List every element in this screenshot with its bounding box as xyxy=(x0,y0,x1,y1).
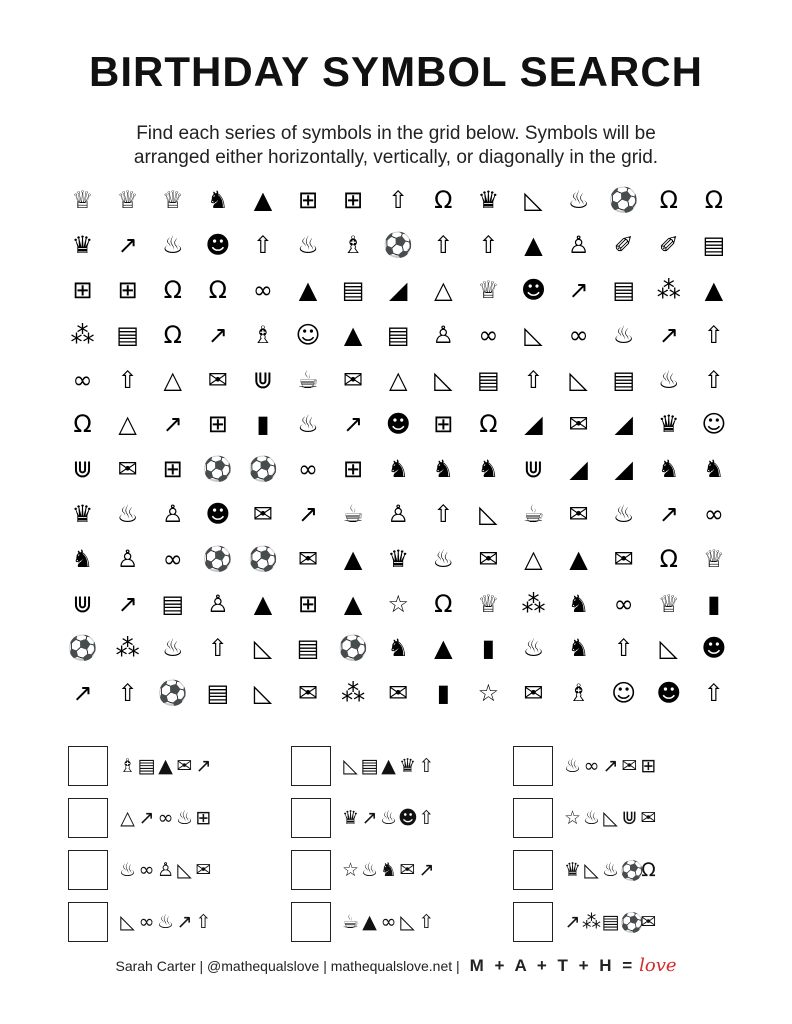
rocket-icon[interactable]: ⇧ xyxy=(703,320,724,349)
blower-icon: ↗ xyxy=(418,859,435,881)
card-icon[interactable]: ✉ xyxy=(388,679,409,708)
ball-icon[interactable]: ⚽ xyxy=(67,634,98,663)
blower-icon[interactable]: ↗ xyxy=(568,275,589,304)
blower-icon: ↗ xyxy=(138,807,155,829)
banner-icon: ⋓ xyxy=(621,807,638,829)
card-icon[interactable]: ✉ xyxy=(613,544,634,573)
blower-icon[interactable]: ↗ xyxy=(117,231,138,260)
gift-icon[interactable]: ⊞ xyxy=(117,275,138,304)
answer-checkbox[interactable] xyxy=(68,746,108,786)
hbd-icon[interactable]: ▤ xyxy=(386,320,410,349)
card-icon[interactable]: ✉ xyxy=(297,679,319,708)
hat-icon[interactable]: ▲ xyxy=(343,589,363,618)
boycake-icon: ☻ xyxy=(398,807,418,829)
hbd-icon: ▤ xyxy=(137,755,156,777)
ball-icon[interactable]: ⚽ xyxy=(247,544,278,573)
dothat-icon[interactable]: △ xyxy=(524,544,543,573)
banner-icon[interactable]: ⋓ xyxy=(72,455,93,484)
pizza-icon: ◺ xyxy=(343,755,358,777)
cake-icon: ♨ xyxy=(360,859,379,881)
headphones-icon: Ω xyxy=(641,859,656,881)
answer-checkbox[interactable] xyxy=(291,746,331,786)
mask-icon[interactable]: ∞ xyxy=(568,320,589,349)
mask-icon: ∞ xyxy=(380,911,397,933)
hbd-icon[interactable]: ▤ xyxy=(612,275,636,304)
ball-icon[interactable]: ⚽ xyxy=(247,455,278,484)
popper-icon[interactable]: ⁂ xyxy=(70,320,95,349)
gift-icon: ⊞ xyxy=(640,755,657,777)
pinata-icon[interactable]: ♞ xyxy=(71,544,94,573)
hbd-icon[interactable]: ▤ xyxy=(341,275,365,304)
card-icon[interactable]: ✉ xyxy=(117,455,138,484)
pizza-icon[interactable]: ◺ xyxy=(253,679,273,708)
card-icon[interactable]: ✉ xyxy=(523,679,544,708)
headphones-icon[interactable]: Ω xyxy=(659,544,678,573)
boyhat-icon[interactable]: ☺ xyxy=(611,679,637,708)
clue-item xyxy=(291,896,513,948)
headphones-icon[interactable]: Ω xyxy=(163,320,182,349)
ball-icon[interactable]: ⚽ xyxy=(338,634,369,663)
card-icon[interactable]: ✉ xyxy=(207,365,228,394)
girl-icon[interactable]: ♕ xyxy=(477,275,500,304)
hbd-icon[interactable]: ▤ xyxy=(206,679,230,708)
gift-icon[interactable]: ⊞ xyxy=(207,410,228,439)
pinata-icon[interactable]: ♞ xyxy=(387,634,409,663)
clue-item xyxy=(68,844,291,896)
balloon-icon: ☆ xyxy=(563,807,582,829)
crown-icon[interactable]: ♛ xyxy=(658,410,680,439)
dothat-icon[interactable]: △ xyxy=(163,365,182,394)
card-icon[interactable]: ✉ xyxy=(343,365,364,394)
card-icon: ✉ xyxy=(399,859,416,881)
boycake-icon[interactable]: ☻ xyxy=(205,499,231,528)
popsicle-icon[interactable]: ▮ xyxy=(481,634,495,663)
rocket-icon[interactable]: ⇧ xyxy=(613,634,634,663)
mask-icon[interactable]: ∞ xyxy=(252,275,273,304)
cake-icon[interactable]: ♨ xyxy=(567,186,590,215)
sailor-icon[interactable]: ♙ xyxy=(567,231,590,260)
logo-love: love xyxy=(639,955,677,976)
girl-icon[interactable]: ♕ xyxy=(703,544,725,573)
rocket-icon[interactable]: ⇧ xyxy=(703,679,724,708)
cup-icon[interactable]: ☕ xyxy=(297,365,319,394)
ball-icon[interactable]: ⚽ xyxy=(608,186,639,215)
pizza-icon[interactable]: ◺ xyxy=(569,365,588,394)
hbd-icon[interactable]: ▤ xyxy=(702,231,726,260)
cake-icon[interactable]: ♨ xyxy=(297,231,319,260)
ball-icon[interactable]: ⚽ xyxy=(202,455,233,484)
crown-icon: ♛ xyxy=(563,859,582,881)
rocket-icon: ⇧ xyxy=(195,911,212,933)
page-title: BIRTHDAY SYMBOL SEARCH xyxy=(89,48,703,95)
blower-icon: ↗ xyxy=(195,755,212,777)
sailor-icon[interactable]: ♙ xyxy=(207,589,229,618)
hat-icon[interactable]: ▲ xyxy=(704,275,724,304)
mask-icon: ∞ xyxy=(157,807,174,829)
answer-checkbox[interactable] xyxy=(291,798,331,838)
rocket-icon[interactable]: ⇧ xyxy=(523,365,544,394)
ball-icon[interactable]: ⚽ xyxy=(202,544,233,573)
mask-icon[interactable]: ∞ xyxy=(72,365,93,394)
boycake-icon[interactable]: ☻ xyxy=(520,275,546,304)
girl-icon[interactable]: ♕ xyxy=(71,186,94,215)
hat-icon[interactable]: ▲ xyxy=(343,544,363,573)
pinata-icon[interactable]: ♞ xyxy=(207,186,229,215)
clue-item xyxy=(291,792,513,844)
card-icon[interactable]: ✉ xyxy=(297,544,319,573)
pizza-icon[interactable]: ◺ xyxy=(434,365,453,394)
blower-icon[interactable]: ↗ xyxy=(72,679,93,708)
rocket-icon[interactable]: ⇧ xyxy=(433,231,454,260)
clue-item xyxy=(513,740,735,792)
pizza-icon: ◺ xyxy=(120,911,135,933)
cake-icon[interactable]: ♨ xyxy=(612,320,635,349)
popper-icon: ⁂ xyxy=(582,911,601,933)
clue-item xyxy=(291,740,513,792)
pinata-icon: ♞ xyxy=(379,859,398,881)
cake-icon: ♨ xyxy=(118,859,137,881)
pizza-icon[interactable]: ◺ xyxy=(524,320,543,349)
cake-icon[interactable]: ♨ xyxy=(116,499,139,528)
instructions xyxy=(0,122,792,170)
headphones-icon[interactable]: Ω xyxy=(73,410,92,439)
clue-item xyxy=(68,792,291,844)
clue-item xyxy=(68,896,291,948)
ball-icon[interactable]: ⚽ xyxy=(383,231,414,260)
popper-icon[interactable]: ⁂ xyxy=(656,275,681,304)
blower-icon[interactable]: ↗ xyxy=(162,410,183,439)
answer-checkbox[interactable] xyxy=(68,902,108,942)
slice-icon[interactable]: ◢ xyxy=(614,455,633,484)
mask-icon[interactable]: ∞ xyxy=(703,499,724,528)
blower-icon[interactable]: ↗ xyxy=(658,499,679,528)
answer-checkbox[interactable] xyxy=(68,850,108,890)
cake-icon[interactable]: ♨ xyxy=(432,544,455,573)
banner-icon[interactable]: ⋓ xyxy=(72,589,93,618)
hat-icon: ▲ xyxy=(381,755,396,777)
headphones-icon[interactable]: Ω xyxy=(659,186,678,215)
boycake-icon[interactable]: ☻ xyxy=(385,410,411,439)
clue-item xyxy=(68,740,291,792)
banner-icon[interactable]: ⋓ xyxy=(523,455,544,484)
popsicle-icon[interactable]: ▮ xyxy=(436,679,450,708)
pinata-icon[interactable]: ♞ xyxy=(432,455,455,484)
mask-icon: ∞ xyxy=(138,859,155,881)
crown-icon[interactable]: ♛ xyxy=(387,544,409,573)
headphones-icon[interactable]: Ω xyxy=(208,275,227,304)
ball-icon[interactable]: ⚽ xyxy=(157,679,188,708)
sword-icon[interactable]: ✐ xyxy=(658,231,679,260)
girl-icon[interactable]: ♕ xyxy=(477,589,500,618)
answer-checkbox[interactable] xyxy=(513,850,553,890)
rocket-icon[interactable]: ⇧ xyxy=(478,231,499,260)
rocket-icon: ⇧ xyxy=(418,911,435,933)
hat-icon[interactable]: ▲ xyxy=(569,544,588,573)
crown-icon[interactable]: ♛ xyxy=(71,231,94,260)
headphones-icon[interactable]: Ω xyxy=(434,589,453,618)
gift-icon[interactable]: ⊞ xyxy=(343,455,364,484)
card-icon: ✉ xyxy=(195,859,212,881)
footer xyxy=(0,955,792,976)
slice-icon[interactable]: ◢ xyxy=(569,455,588,484)
mask-icon: ∞ xyxy=(138,911,155,933)
blower-icon[interactable]: ↗ xyxy=(297,499,319,528)
balloon-icon[interactable]: ☆ xyxy=(477,679,500,708)
cake-icon[interactable]: ♨ xyxy=(612,499,635,528)
answer-checkbox[interactable] xyxy=(513,746,553,786)
clue-item xyxy=(513,792,735,844)
candle-icon[interactable]: ♗ xyxy=(342,231,364,260)
candle-icon[interactable]: ♗ xyxy=(252,320,274,349)
pizza-icon[interactable]: ◺ xyxy=(524,186,543,215)
hat-icon[interactable]: ▲ xyxy=(253,186,273,215)
hbd-icon[interactable]: ▤ xyxy=(161,589,185,618)
cake-icon: ♨ xyxy=(582,807,601,829)
dothat-icon[interactable]: △ xyxy=(388,365,408,394)
hat-icon: ▲ xyxy=(158,755,173,777)
hbd-icon[interactable]: ▤ xyxy=(477,365,500,394)
hbd-icon[interactable]: ▤ xyxy=(612,365,636,394)
cup-icon[interactable]: ☕ xyxy=(342,499,364,528)
cake-icon[interactable]: ♨ xyxy=(161,231,184,260)
cake-icon[interactable]: ♨ xyxy=(658,365,680,394)
blower-icon[interactable]: ↗ xyxy=(117,589,138,618)
crown-icon[interactable]: ♛ xyxy=(71,499,94,528)
crown-icon: ♛ xyxy=(398,755,417,777)
cake-icon[interactable]: ♨ xyxy=(161,634,184,663)
cup-icon: ☕ xyxy=(341,911,360,933)
card-icon[interactable]: ✉ xyxy=(252,499,273,528)
girl-icon[interactable]: ♕ xyxy=(116,186,139,215)
rocket-icon: ⇧ xyxy=(418,755,435,777)
answer-checkbox[interactable] xyxy=(291,850,331,890)
card-icon[interactable]: ✉ xyxy=(478,544,499,573)
pinata-icon[interactable]: ♞ xyxy=(477,455,500,484)
gift-icon[interactable]: ⊞ xyxy=(297,186,319,215)
answer-checkbox[interactable] xyxy=(291,902,331,942)
sailor-icon[interactable]: ♙ xyxy=(161,499,184,528)
pizza-icon: ◺ xyxy=(400,911,415,933)
pinata-icon[interactable]: ♞ xyxy=(387,455,409,484)
gift-icon[interactable]: ⊞ xyxy=(297,589,319,618)
balloon-icon[interactable]: ☆ xyxy=(387,589,409,618)
card-icon: ✉ xyxy=(640,807,657,829)
gift-icon[interactable]: ⊞ xyxy=(162,455,183,484)
hat-icon[interactable]: ▲ xyxy=(343,320,363,349)
cake-icon: ♨ xyxy=(379,807,398,829)
rocket-icon[interactable]: ⇧ xyxy=(388,186,409,215)
candle-icon: ♗ xyxy=(118,755,137,777)
boycake-icon[interactable]: ☻ xyxy=(205,231,231,260)
cake-icon[interactable]: ♨ xyxy=(297,410,319,439)
clue-item xyxy=(513,844,735,896)
mask-icon: ∞ xyxy=(583,755,600,777)
rocket-icon[interactable]: ⇧ xyxy=(117,365,138,394)
blower-icon: ↗ xyxy=(602,755,619,777)
pizza-icon: ◺ xyxy=(603,807,618,829)
blower-icon: ↗ xyxy=(176,911,193,933)
ball-icon: ⚽ xyxy=(620,911,644,934)
symbol-grid xyxy=(60,178,736,716)
cake-icon: ♨ xyxy=(563,755,582,777)
pizza-icon: ◺ xyxy=(584,859,599,881)
pinata-icon[interactable]: ♞ xyxy=(567,589,590,618)
card-icon: ✉ xyxy=(176,755,193,777)
answer-checkbox[interactable] xyxy=(513,902,553,942)
hat-icon[interactable]: ▲ xyxy=(524,231,543,260)
girl-icon[interactable]: ♕ xyxy=(658,589,680,618)
balloon-icon: ☆ xyxy=(341,859,360,881)
headphones-icon[interactable]: Ω xyxy=(434,186,453,215)
gift-icon[interactable]: ⊞ xyxy=(72,275,93,304)
cake-icon: ♨ xyxy=(156,911,175,933)
pinata-icon[interactable]: ♞ xyxy=(567,634,590,663)
rocket-icon[interactable]: ⇧ xyxy=(433,499,454,528)
rocket-icon[interactable]: ⇧ xyxy=(207,634,228,663)
crown-icon[interactable]: ♛ xyxy=(477,186,500,215)
cake-icon: ♨ xyxy=(175,807,194,829)
instructions-line-2: arranged either horizontally, vertically, or diagonally in the grid. xyxy=(133,147,659,168)
card-icon: ✉ xyxy=(640,911,657,933)
banner-icon[interactable]: ⋓ xyxy=(252,365,273,394)
clue-item xyxy=(513,896,735,948)
sailor-icon: ♙ xyxy=(156,859,175,881)
headphones-icon[interactable]: Ω xyxy=(704,186,724,215)
dothat-icon: △ xyxy=(120,807,135,829)
slice-icon[interactable]: ◢ xyxy=(524,410,543,439)
pizza-icon[interactable]: ◺ xyxy=(253,634,273,663)
popsicle-icon[interactable]: ▮ xyxy=(707,589,721,618)
sword-icon[interactable]: ✐ xyxy=(613,231,634,260)
answer-checkbox[interactable] xyxy=(513,798,553,838)
hbd-icon[interactable]: ▤ xyxy=(116,320,139,349)
ball-icon: ⚽ xyxy=(620,859,644,882)
card-icon: ✉ xyxy=(621,755,638,777)
popper-icon[interactable]: ⁂ xyxy=(521,589,546,618)
headphones-icon[interactable]: Ω xyxy=(163,275,182,304)
boyhat-icon[interactable]: ☺ xyxy=(701,410,727,439)
clue-item xyxy=(291,844,513,896)
dothat-icon[interactable]: △ xyxy=(118,410,137,439)
popsicle-icon[interactable]: ▮ xyxy=(256,410,270,439)
hbd-icon[interactable]: ▤ xyxy=(296,634,320,663)
slice-icon[interactable]: ◢ xyxy=(614,410,633,439)
instructions-line-1: Find each series of symbols in the grid below. Symbols will be xyxy=(136,123,656,144)
sailor-icon[interactable]: ♙ xyxy=(432,320,455,349)
hat-icon: ▲ xyxy=(362,911,377,933)
slice-icon[interactable]: ◢ xyxy=(388,275,408,304)
rocket-icon: ⇧ xyxy=(418,807,435,829)
popper-icon[interactable]: ⁂ xyxy=(115,634,140,663)
pizza-icon[interactable]: ◺ xyxy=(659,634,678,663)
gift-icon[interactable]: ⊞ xyxy=(433,410,454,439)
popper-icon[interactable]: ⁂ xyxy=(341,679,366,708)
rocket-icon[interactable]: ⇧ xyxy=(703,365,724,394)
card-icon[interactable]: ✉ xyxy=(568,410,589,439)
hat-icon[interactable]: ▲ xyxy=(253,589,273,618)
hbd-icon: ▤ xyxy=(360,755,379,777)
sailor-icon[interactable]: ♙ xyxy=(116,544,139,573)
boyhat-icon[interactable]: ☺ xyxy=(295,320,321,349)
answer-checkbox[interactable] xyxy=(68,798,108,838)
crown-icon: ♛ xyxy=(341,807,360,829)
mask-icon[interactable]: ∞ xyxy=(478,320,499,349)
candle-icon[interactable]: ♗ xyxy=(567,679,590,708)
credit-text: Sarah Carter | @mathequalslove | mathequalslove.net | xyxy=(115,958,460,974)
blower-icon: ↗ xyxy=(361,807,378,829)
boycake-icon[interactable]: ☻ xyxy=(656,679,682,708)
pinata-icon[interactable]: ♞ xyxy=(703,455,725,484)
hbd-icon: ▤ xyxy=(601,911,620,933)
blower-icon[interactable]: ↗ xyxy=(343,410,364,439)
mask-icon[interactable]: ∞ xyxy=(298,455,319,484)
cup-icon[interactable]: ☕ xyxy=(522,499,545,528)
cake-icon[interactable]: ♨ xyxy=(522,634,545,663)
mask-icon[interactable]: ∞ xyxy=(162,544,183,573)
gift-icon: ⊞ xyxy=(195,807,212,829)
rocket-icon[interactable]: ⇧ xyxy=(252,231,273,260)
pizza-icon: ◺ xyxy=(177,859,192,881)
hat-icon[interactable]: ▲ xyxy=(298,275,318,304)
dothat-icon[interactable]: △ xyxy=(434,275,453,304)
logo-text: M + A + T + H = xyxy=(469,956,636,975)
mask-icon[interactable]: ∞ xyxy=(613,589,634,618)
blower-icon: ↗ xyxy=(564,911,581,933)
rocket-icon[interactable]: ⇧ xyxy=(117,679,138,708)
pinata-icon[interactable]: ♞ xyxy=(658,455,680,484)
boycake-icon[interactable]: ☻ xyxy=(701,634,727,663)
gift-icon[interactable]: ⊞ xyxy=(343,186,364,215)
girl-icon[interactable]: ♕ xyxy=(161,186,184,215)
hat-icon[interactable]: ▲ xyxy=(434,634,453,663)
headphones-icon[interactable]: Ω xyxy=(479,410,498,439)
pizza-icon[interactable]: ◺ xyxy=(479,499,498,528)
clue-list xyxy=(68,740,748,948)
blower-icon[interactable]: ↗ xyxy=(658,320,679,349)
cake-icon: ♨ xyxy=(601,859,620,881)
sailor-icon[interactable]: ♙ xyxy=(387,499,409,528)
blower-icon[interactable]: ↗ xyxy=(207,320,228,349)
card-icon[interactable]: ✉ xyxy=(568,499,589,528)
